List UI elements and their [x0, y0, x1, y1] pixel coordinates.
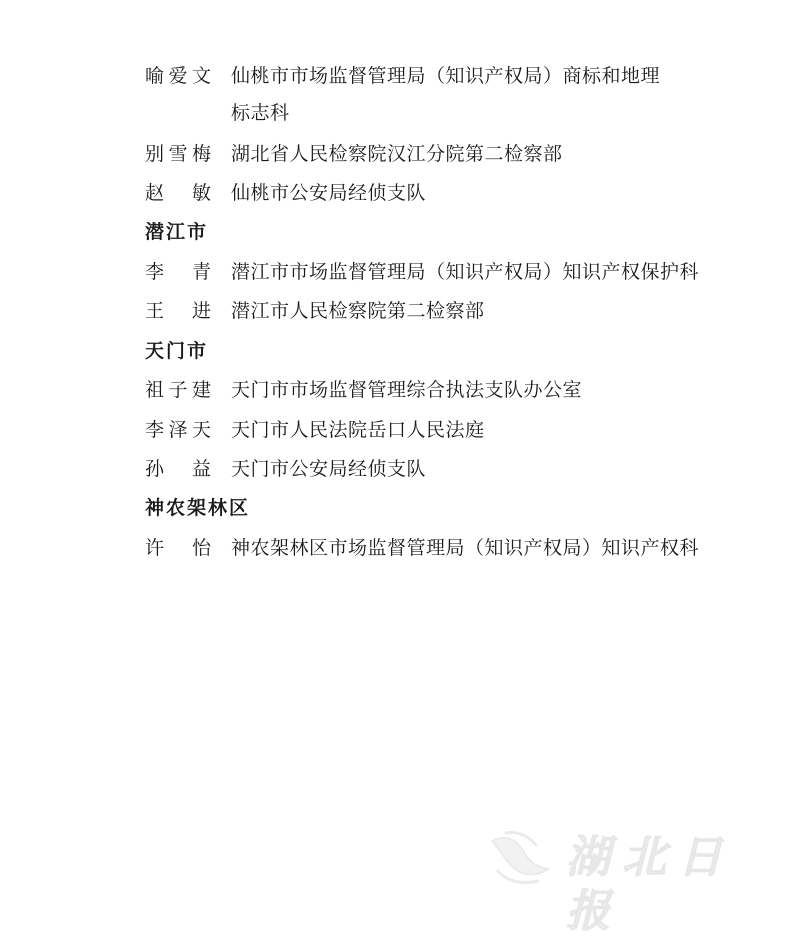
name-char: 天 — [191, 419, 211, 441]
hubei-daily-logo-icon — [488, 827, 558, 889]
work-unit: 潜江市人民检察院第二检察部 — [231, 300, 485, 322]
name-char: 李 — [145, 419, 165, 441]
name-char: 青 — [191, 261, 211, 283]
work-unit: 仙桃市公安局经侦支队 — [231, 182, 427, 204]
name-char: 敏 — [191, 182, 211, 204]
name-char: 许 — [145, 537, 165, 559]
person-name — [145, 261, 211, 283]
name-char: 雪 — [168, 143, 188, 165]
name-char: 梅 — [191, 143, 211, 165]
work-unit: 潜江市市场监督管理局（知识产权局）知识产权保护科 — [231, 261, 700, 283]
name-char: 孙 — [145, 458, 165, 480]
section-heading: 神农架林区 — [145, 497, 251, 519]
work-unit: 湖北省人民检察院汉江分院第二检察部 — [231, 143, 563, 165]
name-char: 益 — [191, 458, 211, 480]
work-unit: 仙桃市市场监督管理局（知识产权局）商标和地理 — [231, 65, 661, 87]
person-name — [145, 300, 211, 322]
name-char: 子 — [168, 379, 188, 401]
person-name — [145, 65, 211, 87]
watermark-text: 湖北日报 — [566, 832, 734, 937]
watermark — [488, 825, 788, 937]
name-char: 建 — [191, 379, 211, 401]
name-char: 别 — [145, 143, 165, 165]
name-char: 进 — [191, 300, 211, 322]
name-char: 怡 — [191, 537, 211, 559]
name-char: 泽 — [168, 419, 188, 441]
person-name — [145, 182, 211, 204]
person-name — [145, 537, 211, 559]
person-name — [145, 379, 211, 401]
work-unit: 天门市市场监督管理综合执法支队办公室 — [231, 379, 583, 401]
name-char: 王 — [145, 300, 165, 322]
name-char: 爱 — [168, 65, 188, 87]
section-heading: 天门市 — [145, 340, 209, 362]
work-unit: 天门市公安局经侦支队 — [231, 458, 427, 480]
person-name — [145, 458, 211, 480]
name-char: 李 — [145, 261, 165, 283]
section-heading: 潜江市 — [145, 221, 209, 243]
work-unit: 天门市人民法院岳口人民法庭 — [231, 419, 485, 441]
name-char: 喻 — [145, 65, 165, 87]
person-name — [145, 143, 211, 165]
name-char: 文 — [191, 65, 211, 87]
person-name — [145, 419, 211, 441]
name-char: 祖 — [145, 379, 165, 401]
work-unit: 神农架林区市场监督管理局（知识产权局）知识产权科 — [231, 537, 700, 559]
name-char: 赵 — [145, 182, 165, 204]
work-unit-continued: 标志科 — [231, 102, 290, 124]
